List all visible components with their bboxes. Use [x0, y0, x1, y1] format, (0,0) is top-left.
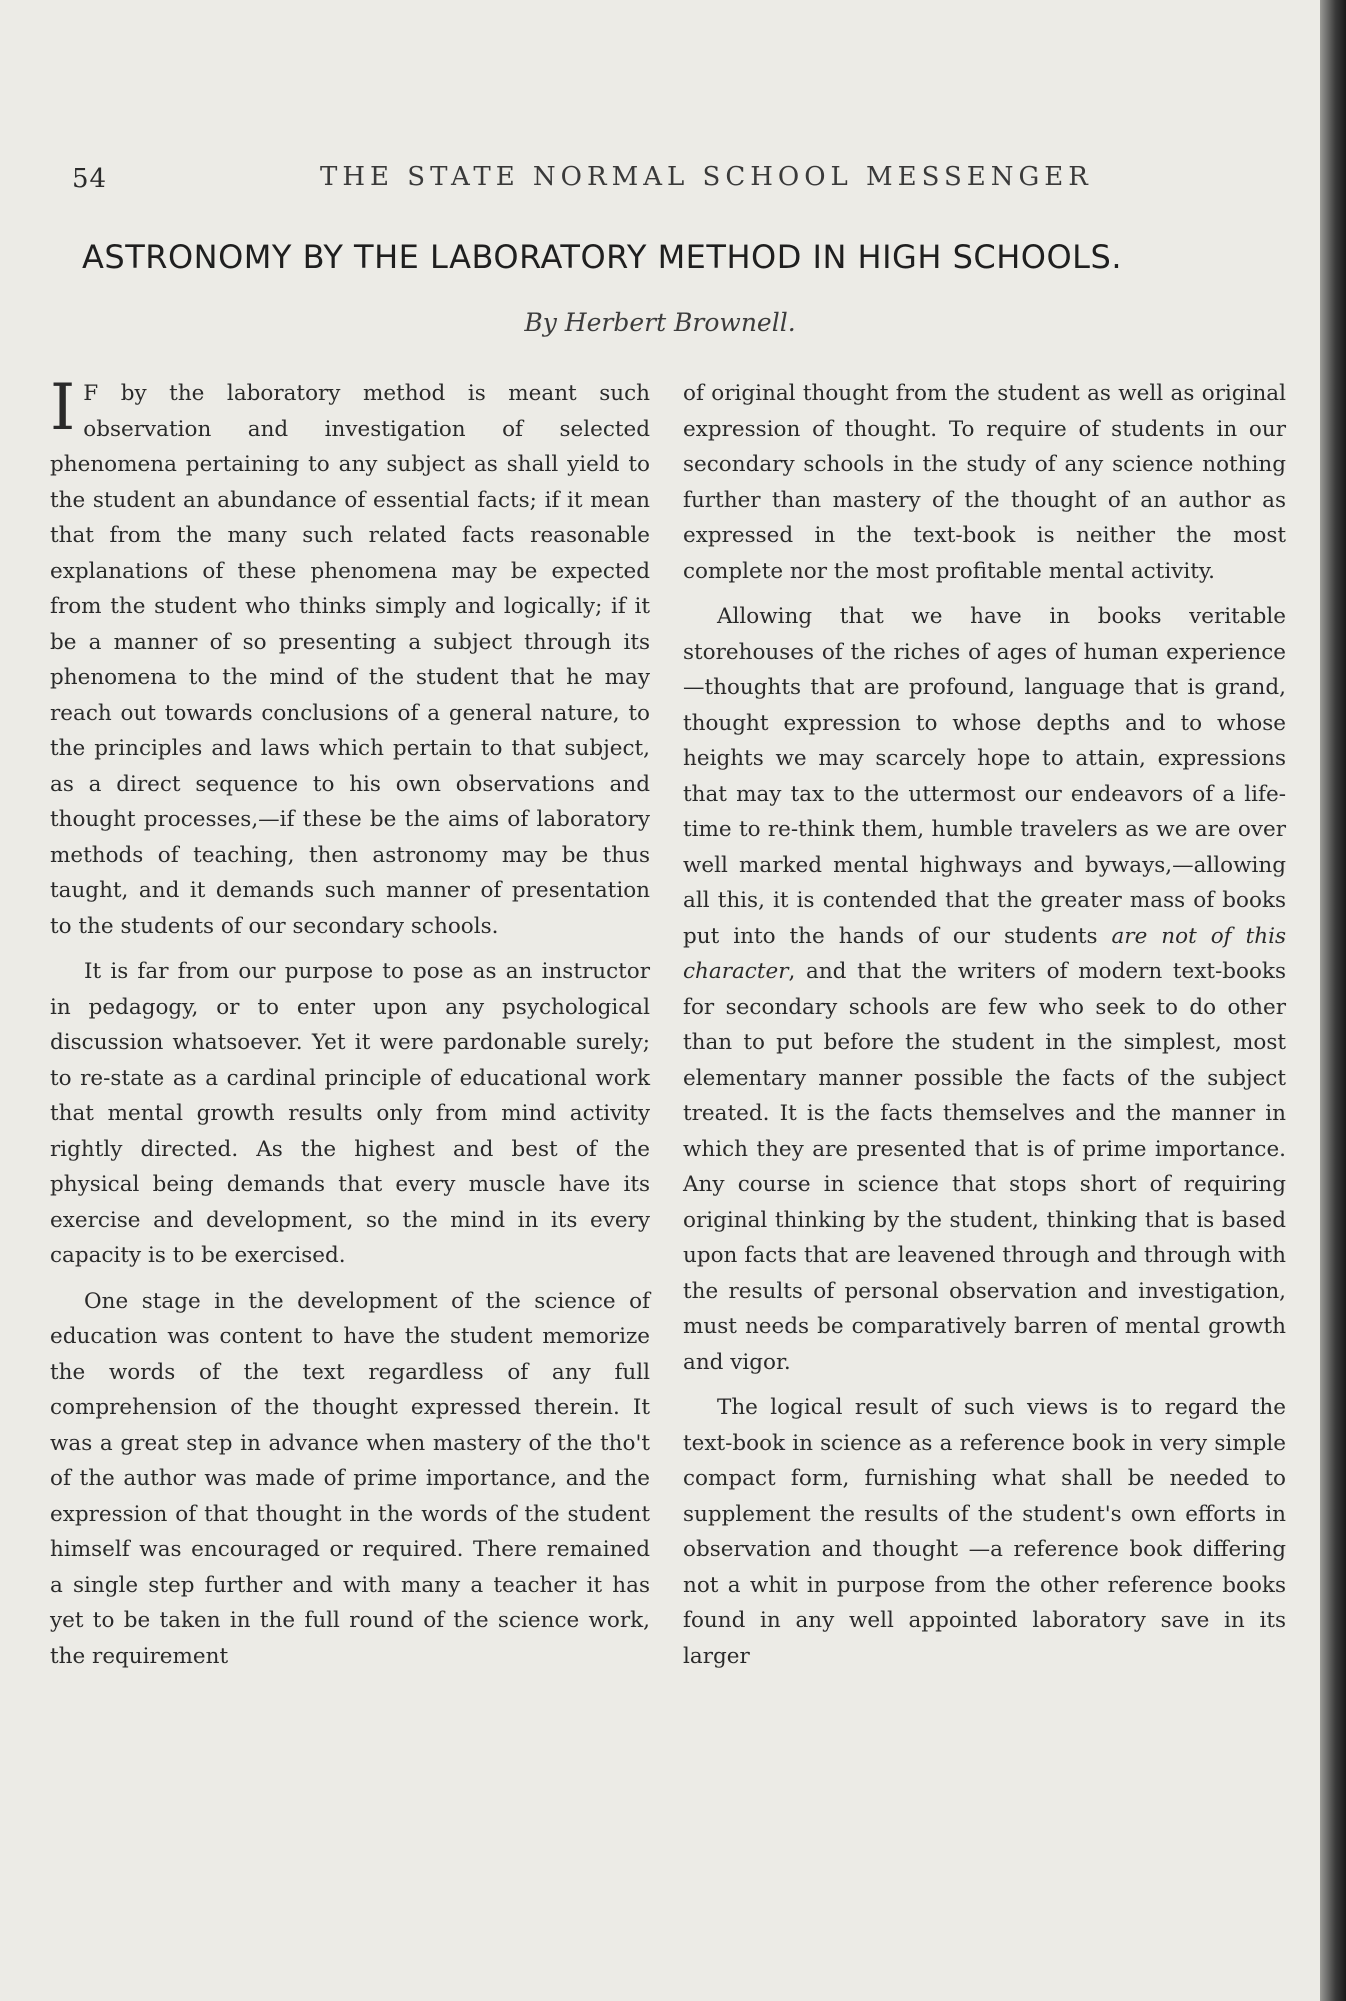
paragraph: [683, 599, 1286, 1380]
paragraph: of original thought from the student as well as original expression of thought. To require of students in our secondary schools in the study of any science nothing further than mastery of the thought of an author as expressed in the text-book is neither the most complete nor the most profitable mental activity.: [683, 381, 1286, 584]
paragraph: [50, 371, 650, 944]
right-column: [683, 376, 1286, 1684]
article-title: ASTRONOMY BY THE LABORATORY METHOD IN HIGH SCHOOLS.: [82, 238, 1122, 276]
paragraph: One stage in the development of the science of education was content to have the student memorize the words of the text regardless of any full comprehension of the thought expressed therein. It was a great step in advance when mastery of the tho't of the author was made of prime importance, and the expression of that thought in the words of the student himself was encouraged or required. There remained a single step further and with many a teacher it has yet to be taken in the full round of the science work, the requirement: [50, 1288, 650, 1669]
article-byline: By Herbert Brownell.: [524, 308, 796, 337]
paragraph: It is far from our purpose to pose as an instructor in pedagogy, or to enter upon any psychological discussion whatsoever. Yet it were pardonable surely; to re-state as a cardinal principle of educational work that mental growth results only from mind activity rightly directed. As the highest and best of the physical being demands that every muscle have its exercise and development, so the mind in its every capacity is to be exercised.: [50, 959, 650, 1268]
paragraph: The logical result of such views is to regard the text-book in science as a reference book in very simple compact form, furnishing what shall be needed to supplement the results of the student's own efforts in observation and thought —a reference book differing not a whit in purpose from the other reference books found in any well appointed laboratory save in its larger: [683, 1395, 1286, 1669]
emphasis-text: are not of this character: [683, 923, 1286, 984]
paragraph-text: Allowing that we have in books veritable storehouses of the riches of ages of human experience—thoughts that are profound, language that is grand, thought expression to whose depths and to whose heights we may scarcely hope to attain, expressions that may tax to the uttermost our endeavors of a life-time to re-think them, humble travelers as we are over well marked mental highways and byways,—allowing all this, it is contended that the greater mass of books put into the hands of our students: [683, 604, 1286, 949]
paragraph-text: , and that the writers of modern text-books for secondary schools are few who seek to do other than to put before the student in the simplest, most elementary manner possible the facts of the subject treated. It is the facts themselves and the manner in which they are presented that is of prime importance. Any course in science that stops short of requiring original thinking by the student, thinking that is based upon facts that are leavened through and through with the results of personal observation and investigation, must needs be comparatively barren of mental growth and vigor.: [683, 959, 1286, 1375]
paragraph-text: F by the laboratory method is meant such observation and investigation of selected phenomena pertaining to any subject as shall yield to the student an abundance of essential facts; if it mean that from the many such related facts reasonable explanations of these phenomena may be expected from the student who thinks simply and logically; if it be a manner of so presenting a subject through its phenomena to the mind of the student that he may reach out towards conclusions of a general nature, to the principles and laws which pertain to that subject, as a direct sequence to his own observations and thought processes,—if these be the aims of laboratory methods of teaching, then astronomy may be thus taught, and it demands such manner of presentation to the students of our secondary schools.: [50, 381, 650, 939]
page-edge-shadow: [1320, 0, 1346, 2001]
left-column: [50, 371, 650, 1684]
running-title: THE STATE NORMAL SCHOOL MESSENGER: [320, 162, 1093, 192]
page-number: 54: [72, 164, 108, 194]
drop-cap: I: [50, 371, 76, 445]
